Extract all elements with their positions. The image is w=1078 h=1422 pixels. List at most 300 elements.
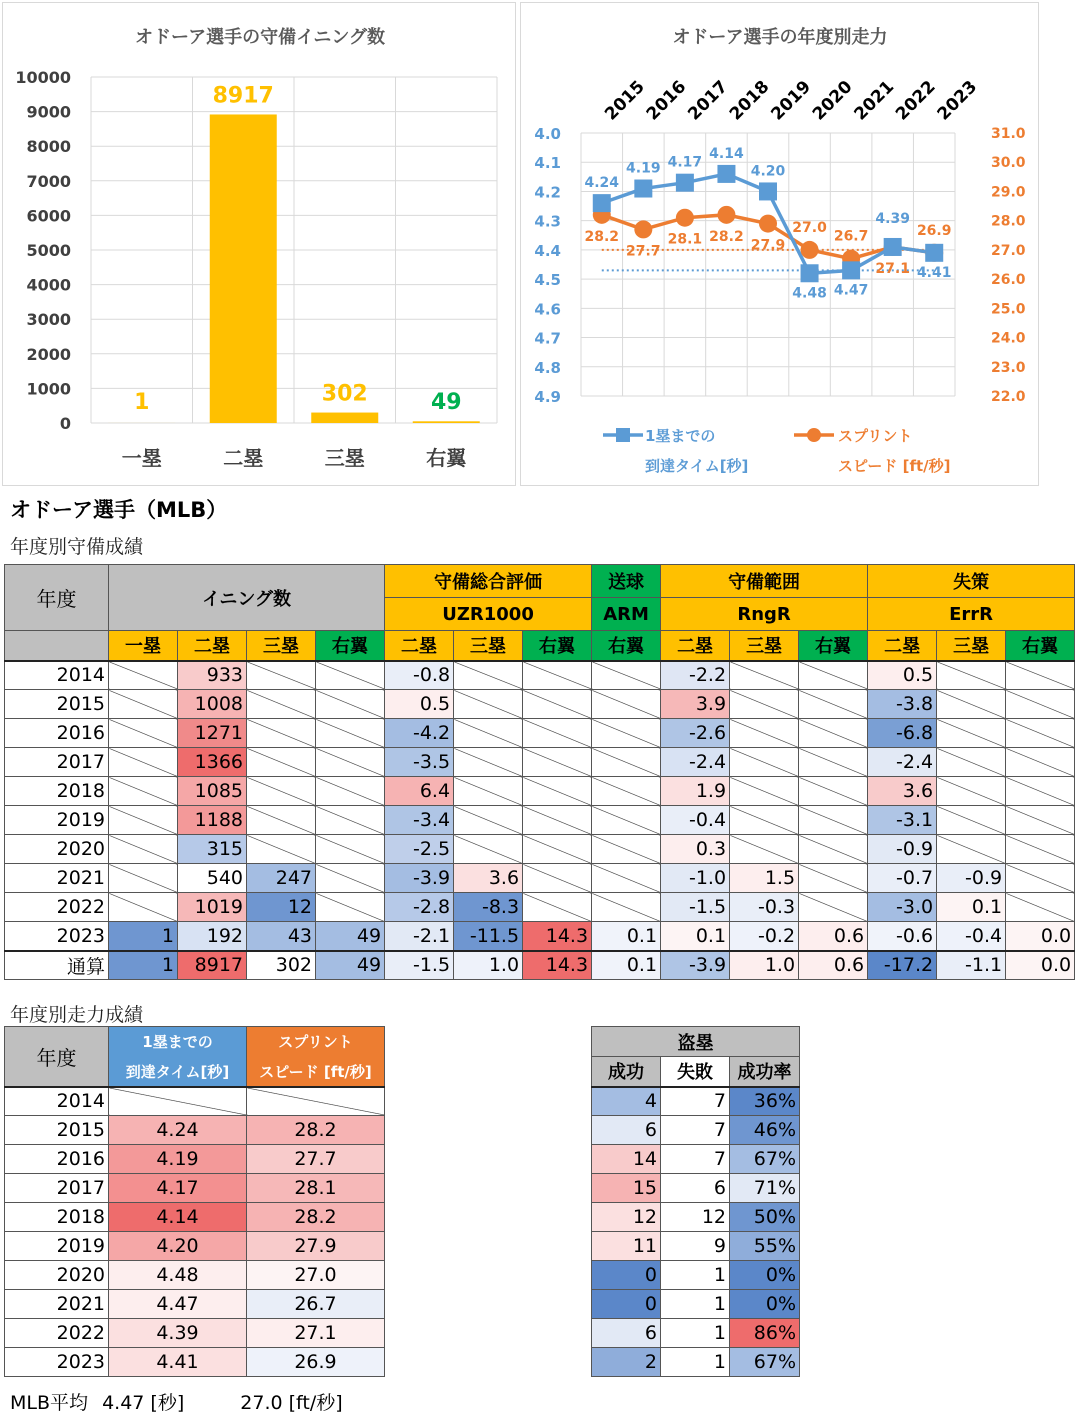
defense-subtitle: 年度別守備成績 [10, 536, 144, 558]
time-cell: 4.24 [109, 1116, 247, 1145]
stat-cell: 1.5 [730, 864, 799, 893]
data-label: 8917 [212, 83, 274, 109]
table-row [5, 922, 1075, 951]
stat-cell: 49 [316, 951, 385, 980]
innings-chart-panel [2, 2, 516, 486]
speed-cell: 26.7 [247, 1290, 385, 1319]
pos-header: 右翼 [592, 631, 661, 661]
year-cell: 2023 [5, 922, 109, 951]
steal-rate-cell: 46% [730, 1116, 800, 1145]
empty-cell [799, 719, 868, 748]
steal-success-cell: 0 [592, 1261, 661, 1290]
year-cell: 2019 [5, 806, 109, 835]
pos-header: 一塁 [109, 631, 178, 661]
empty-cell [316, 835, 385, 864]
empty-cell [247, 806, 316, 835]
table-row [592, 1145, 800, 1174]
stat-cell: 0.3 [661, 835, 730, 864]
data-point [801, 264, 819, 282]
data-label: 26.7 [833, 228, 869, 245]
table-row [5, 864, 1075, 893]
data-point [634, 220, 652, 238]
stat-cell: 1019 [178, 893, 247, 922]
x-tick-label: 2020 [808, 76, 857, 125]
pos-header: 右翼 [523, 631, 592, 661]
stat-cell: -3.1 [868, 806, 937, 835]
empty-cell [937, 835, 1006, 864]
data-point [593, 194, 611, 212]
year-cell: 2020 [5, 1261, 109, 1290]
stat-cell: -1.5 [385, 951, 454, 980]
steal-rate-cell: 71% [730, 1174, 800, 1203]
pos-header: 右翼 [1006, 631, 1075, 661]
stat-cell: -3.8 [868, 690, 937, 719]
stat-cell: -1.1 [937, 951, 1006, 980]
empty-cell [730, 835, 799, 864]
steal-rate-cell: 86% [730, 1319, 800, 1348]
empty-cell [937, 690, 1006, 719]
page-heading: オドーア選手（MLB） [10, 498, 228, 522]
table-row [592, 1232, 800, 1261]
year-cell: 2014 [5, 1087, 109, 1116]
stat-cell: -3.9 [661, 951, 730, 980]
running-table [4, 1026, 385, 1377]
y-tick-label: 4000 [26, 275, 71, 295]
stat-cell: 49 [316, 922, 385, 951]
empty-cell [592, 690, 661, 719]
table-row [5, 1116, 385, 1145]
empty-cell [730, 719, 799, 748]
pos-header: 二塁 [868, 631, 937, 661]
empty-cell [247, 719, 316, 748]
stat-cell: -3.0 [868, 893, 937, 922]
table-row [5, 1087, 385, 1116]
empty-cell [937, 806, 1006, 835]
stat-cell: 0.5 [385, 690, 454, 719]
stat-cell: 1.0 [730, 951, 799, 980]
stat-cell: -3.9 [385, 864, 454, 893]
time-cell: 4.14 [109, 1203, 247, 1232]
year-cell: 通算 [5, 951, 109, 980]
stat-cell: -0.7 [868, 864, 937, 893]
stat-cell: -2.8 [385, 893, 454, 922]
empty-cell [730, 806, 799, 835]
running-chart-panel [520, 2, 1039, 486]
empty-cell [316, 748, 385, 777]
stat-cell: -2.4 [868, 748, 937, 777]
empty-cell [592, 864, 661, 893]
stat-cell: -2.4 [661, 748, 730, 777]
y-tick-label: 2000 [26, 344, 71, 364]
arm-header-1: 送球 [592, 565, 661, 598]
empty-cell [454, 777, 523, 806]
empty-cell [316, 690, 385, 719]
right-tick-label: 30.0 [991, 155, 1026, 172]
data-label: 1 [134, 390, 150, 415]
legend-label: 1塁までの [645, 427, 716, 445]
pos-header: 三塁 [730, 631, 799, 661]
data-label: 27.1 [875, 260, 910, 277]
steal-rate-header: 成功率 [730, 1057, 800, 1087]
y-tick-label: 9000 [26, 102, 71, 122]
empty-cell [592, 893, 661, 922]
empty-cell [730, 748, 799, 777]
right-tick-label: 23.0 [991, 359, 1026, 376]
bar [311, 413, 378, 423]
empty-cell [523, 748, 592, 777]
legend-swatch [616, 428, 630, 442]
stat-cell: 540 [178, 864, 247, 893]
y-tick-label: 3000 [26, 310, 71, 330]
empty-cell [592, 719, 661, 748]
empty-cell [523, 690, 592, 719]
err-header-1: 失策 [868, 565, 1075, 598]
empty-cell [799, 835, 868, 864]
year-cell: 2016 [5, 1145, 109, 1174]
x-tick-label: 三塁 [324, 446, 365, 470]
year-cell: 2015 [5, 1116, 109, 1145]
speed-cell: 28.1 [247, 1174, 385, 1203]
data-point [925, 244, 943, 262]
data-label: 4.39 [875, 210, 910, 227]
year-cell: 2018 [5, 1203, 109, 1232]
empty-cell [799, 777, 868, 806]
table-row [5, 777, 1075, 806]
left-tick-label: 4.8 [534, 358, 561, 377]
steal-success-cell: 6 [592, 1319, 661, 1348]
steal-success-cell: 6 [592, 1116, 661, 1145]
time-header-2: 到達タイム[秒] [109, 1057, 247, 1087]
stat-cell: -0.8 [385, 661, 454, 690]
right-tick-label: 31.0 [991, 126, 1026, 142]
steal-fail-cell: 7 [661, 1087, 730, 1116]
empty-cell [247, 690, 316, 719]
stat-cell: 1 [109, 951, 178, 980]
table-row [5, 1174, 385, 1203]
x-tick-label: 二塁 [223, 446, 264, 470]
x-tick-label: 2022 [892, 76, 940, 125]
time-header-1: 1塁までの [109, 1027, 247, 1057]
left-tick-label: 4.1 [534, 154, 561, 173]
left-tick-label: 4.3 [534, 212, 561, 231]
stat-cell: 0.5 [868, 661, 937, 690]
x-tick-label: 右翼 [426, 446, 467, 470]
steal-success-cell: 14 [592, 1145, 661, 1174]
table-row [5, 1203, 385, 1232]
left-tick-label: 4.6 [534, 300, 561, 319]
empty-cell [523, 777, 592, 806]
empty-cell [1006, 719, 1075, 748]
empty-cell [937, 661, 1006, 690]
empty-cell [454, 661, 523, 690]
err-header-2: ErrR [868, 598, 1075, 631]
stat-cell: -0.9 [868, 835, 937, 864]
year-cell: 2018 [5, 777, 109, 806]
stat-cell: -4.2 [385, 719, 454, 748]
right-tick-label: 29.0 [991, 184, 1026, 201]
x-tick-label: 2023 [933, 76, 982, 125]
time-cell: 4.20 [109, 1232, 247, 1261]
empty-cell [937, 719, 1006, 748]
stat-cell: -0.4 [661, 806, 730, 835]
year-cell: 2014 [5, 661, 109, 690]
year-cell: 2019 [5, 1232, 109, 1261]
empty-cell [316, 806, 385, 835]
data-label: 4.14 [709, 145, 744, 162]
empty-cell [937, 777, 1006, 806]
empty-cell [247, 661, 316, 690]
time-cell: 4.48 [109, 1261, 247, 1290]
steal-fail-cell: 7 [661, 1116, 730, 1145]
table-row [592, 1319, 800, 1348]
x-tick-label: 2019 [767, 76, 816, 125]
pos-header: 三塁 [454, 631, 523, 661]
stat-cell: 1.9 [661, 777, 730, 806]
mlb-average-footnote [10, 1388, 343, 1415]
right-tick-label: 27.0 [991, 242, 1026, 259]
table-row [5, 1261, 385, 1290]
empty-cell [1006, 864, 1075, 893]
empty-cell [1006, 777, 1075, 806]
table-row [5, 748, 1075, 777]
empty-cell [247, 835, 316, 864]
running-line-chart [521, 3, 1040, 487]
pos-header: 右翼 [316, 631, 385, 661]
stat-cell: 0.6 [799, 922, 868, 951]
empty-cell [109, 835, 178, 864]
time-cell: 4.41 [109, 1348, 247, 1377]
steal-fail-cell: 12 [661, 1203, 730, 1232]
data-label: 4.41 [916, 264, 952, 281]
steal-fail-cell: 6 [661, 1174, 730, 1203]
empty-cell [1006, 661, 1075, 690]
pos-header: 二塁 [178, 631, 247, 661]
empty-cell [523, 719, 592, 748]
table-row [5, 1232, 385, 1261]
stat-cell: 0.0 [1006, 951, 1075, 980]
time-cell: 4.19 [109, 1145, 247, 1174]
bar [210, 114, 277, 423]
mlb-average-label: MLB平均 [10, 1392, 89, 1414]
data-label: 28.2 [709, 228, 744, 245]
stat-cell: 302 [247, 951, 316, 980]
steal-rate-cell: 0% [730, 1290, 800, 1319]
bar [413, 421, 480, 423]
speed-header-1: スプリント [247, 1027, 385, 1057]
year-cell: 2022 [5, 1319, 109, 1348]
empty-cell [109, 777, 178, 806]
stat-cell: -0.9 [937, 864, 1006, 893]
empty-cell [799, 806, 868, 835]
year-cell: 2021 [5, 1290, 109, 1319]
table-row [592, 1174, 800, 1203]
year-cell: 2017 [5, 748, 109, 777]
year-cell: 2020 [5, 835, 109, 864]
stat-cell: 3.9 [661, 690, 730, 719]
steal-title: 盗塁 [592, 1027, 800, 1057]
year-cell: 2022 [5, 893, 109, 922]
x-tick-label: 2017 [684, 76, 732, 125]
stat-cell: 0.1 [592, 951, 661, 980]
table-row [592, 1348, 800, 1377]
empty-cell [109, 661, 178, 690]
empty-cell [109, 806, 178, 835]
empty-cell [523, 893, 592, 922]
stat-cell: -1.0 [661, 864, 730, 893]
empty-cell [454, 719, 523, 748]
stat-cell: 1188 [178, 806, 247, 835]
data-point [634, 180, 652, 198]
empty-cell [592, 777, 661, 806]
data-label: 28.2 [584, 228, 620, 245]
stat-cell: -2.6 [661, 719, 730, 748]
chart-title: オドーア選手の年度別走力 [672, 27, 888, 48]
data-point [759, 215, 777, 233]
table-row [5, 951, 1075, 980]
empty-cell [523, 661, 592, 690]
left-tick-label: 4.0 [534, 125, 561, 143]
year-cell: 2017 [5, 1174, 109, 1203]
right-tick-label: 24.0 [991, 330, 1026, 347]
mlb-average-time: 4.47 [秒] [102, 1392, 185, 1414]
data-label: 27.9 [750, 237, 786, 254]
steal-rate-cell: 67% [730, 1348, 800, 1377]
steal-success-cell: 15 [592, 1174, 661, 1203]
stat-cell: -1.5 [661, 893, 730, 922]
steal-success-cell: 4 [592, 1087, 661, 1116]
data-label: 4.47 [833, 282, 869, 299]
stat-cell: 3.6 [868, 777, 937, 806]
year-cell: 2016 [5, 719, 109, 748]
stat-cell: 0.1 [592, 922, 661, 951]
data-point [801, 241, 819, 259]
rng-header-2: RngR [661, 598, 868, 631]
table-row [5, 835, 1075, 864]
steal-fail-cell: 1 [661, 1290, 730, 1319]
speed-cell: 28.2 [247, 1116, 385, 1145]
legend-label: スピード [ft/秒] [838, 457, 951, 475]
steal-table [591, 1026, 800, 1377]
data-label: 4.17 [667, 154, 703, 171]
uzr-header-2: UZR1000 [385, 598, 592, 631]
y-tick-label: 7000 [26, 171, 71, 191]
empty-cell [592, 661, 661, 690]
stat-cell: 1.0 [454, 951, 523, 980]
table-row [5, 1145, 385, 1174]
x-tick-label: 一塁 [121, 446, 162, 470]
data-label: 27.7 [626, 243, 661, 260]
stat-cell: -3.5 [385, 748, 454, 777]
year-cell: 2023 [5, 1348, 109, 1377]
data-label: 4.20 [750, 163, 786, 180]
data-label: 28.1 [667, 231, 703, 248]
stat-cell: -0.3 [730, 893, 799, 922]
empty-cell [247, 1087, 385, 1116]
empty-cell [799, 748, 868, 777]
stat-cell: 12 [247, 893, 316, 922]
empty-cell [109, 1087, 247, 1116]
table-row [592, 1116, 800, 1145]
data-label: 49 [430, 390, 462, 415]
left-tick-label: 4.2 [534, 183, 561, 202]
left-tick-label: 4.9 [534, 388, 561, 406]
y-tick-label: 6000 [26, 206, 71, 226]
empty-cell [799, 661, 868, 690]
time-cell: 4.47 [109, 1290, 247, 1319]
right-tick-label: 28.0 [991, 213, 1026, 230]
steal-fail-cell: 1 [661, 1319, 730, 1348]
stat-cell: -17.2 [868, 951, 937, 980]
stat-cell: 0.1 [661, 922, 730, 951]
speed-header-2: スピード [ft/秒] [247, 1057, 385, 1087]
table-row [5, 719, 1075, 748]
table-row [592, 1087, 800, 1116]
stat-cell: -0.4 [937, 922, 1006, 951]
stat-cell: 0.6 [799, 951, 868, 980]
stat-cell: 192 [178, 922, 247, 951]
steal-success-cell: 11 [592, 1232, 661, 1261]
year-cell: 2021 [5, 864, 109, 893]
table-row [592, 1261, 800, 1290]
arm-header-2: ARM [592, 598, 661, 631]
empty-cell [1006, 690, 1075, 719]
empty-cell [109, 748, 178, 777]
empty-cell [1006, 806, 1075, 835]
empty-cell [316, 893, 385, 922]
data-point [676, 209, 694, 227]
data-point [759, 182, 777, 200]
empty-cell [316, 661, 385, 690]
pos-header: 二塁 [385, 631, 454, 661]
empty-cell [799, 893, 868, 922]
rng-header-1: 守備範囲 [661, 565, 868, 598]
y-tick-label: 10000 [15, 68, 71, 87]
steal-rate-cell: 50% [730, 1203, 800, 1232]
pos-header: 二塁 [661, 631, 730, 661]
table-row [5, 806, 1075, 835]
stat-cell: 1 [109, 922, 178, 951]
stat-cell: 0.0 [1006, 922, 1075, 951]
steal-fail-cell: 7 [661, 1145, 730, 1174]
table-row [592, 1290, 800, 1319]
empty-cell [247, 748, 316, 777]
y-tick-label: 8000 [26, 137, 71, 157]
running-year-header: 年度 [5, 1027, 109, 1087]
chart-title: オドーア選手の守備イニング数 [134, 27, 386, 48]
stat-cell: 8917 [178, 951, 247, 980]
empty-cell [454, 748, 523, 777]
stat-cell: 315 [178, 835, 247, 864]
right-tick-label: 26.0 [991, 272, 1026, 289]
innings-header: イニング数 [109, 565, 385, 631]
legend-label: 到達タイム[秒] [645, 457, 749, 475]
steal-rate-cell: 67% [730, 1145, 800, 1174]
y-tick-label: 5000 [26, 241, 71, 260]
stat-cell: 1085 [178, 777, 247, 806]
steal-success-cell: 2 [592, 1348, 661, 1377]
stat-cell: -2.2 [661, 661, 730, 690]
running-subtitle: 年度別走力成績 [10, 1004, 144, 1026]
data-point [717, 165, 735, 183]
time-cell: 4.17 [109, 1174, 247, 1203]
stat-cell: -3.4 [385, 806, 454, 835]
empty-cell [247, 777, 316, 806]
left-tick-label: 4.5 [534, 271, 561, 290]
table-row [5, 1319, 385, 1348]
legend-label: スプリント [838, 427, 913, 445]
empty-cell [799, 864, 868, 893]
empty-cell [316, 777, 385, 806]
